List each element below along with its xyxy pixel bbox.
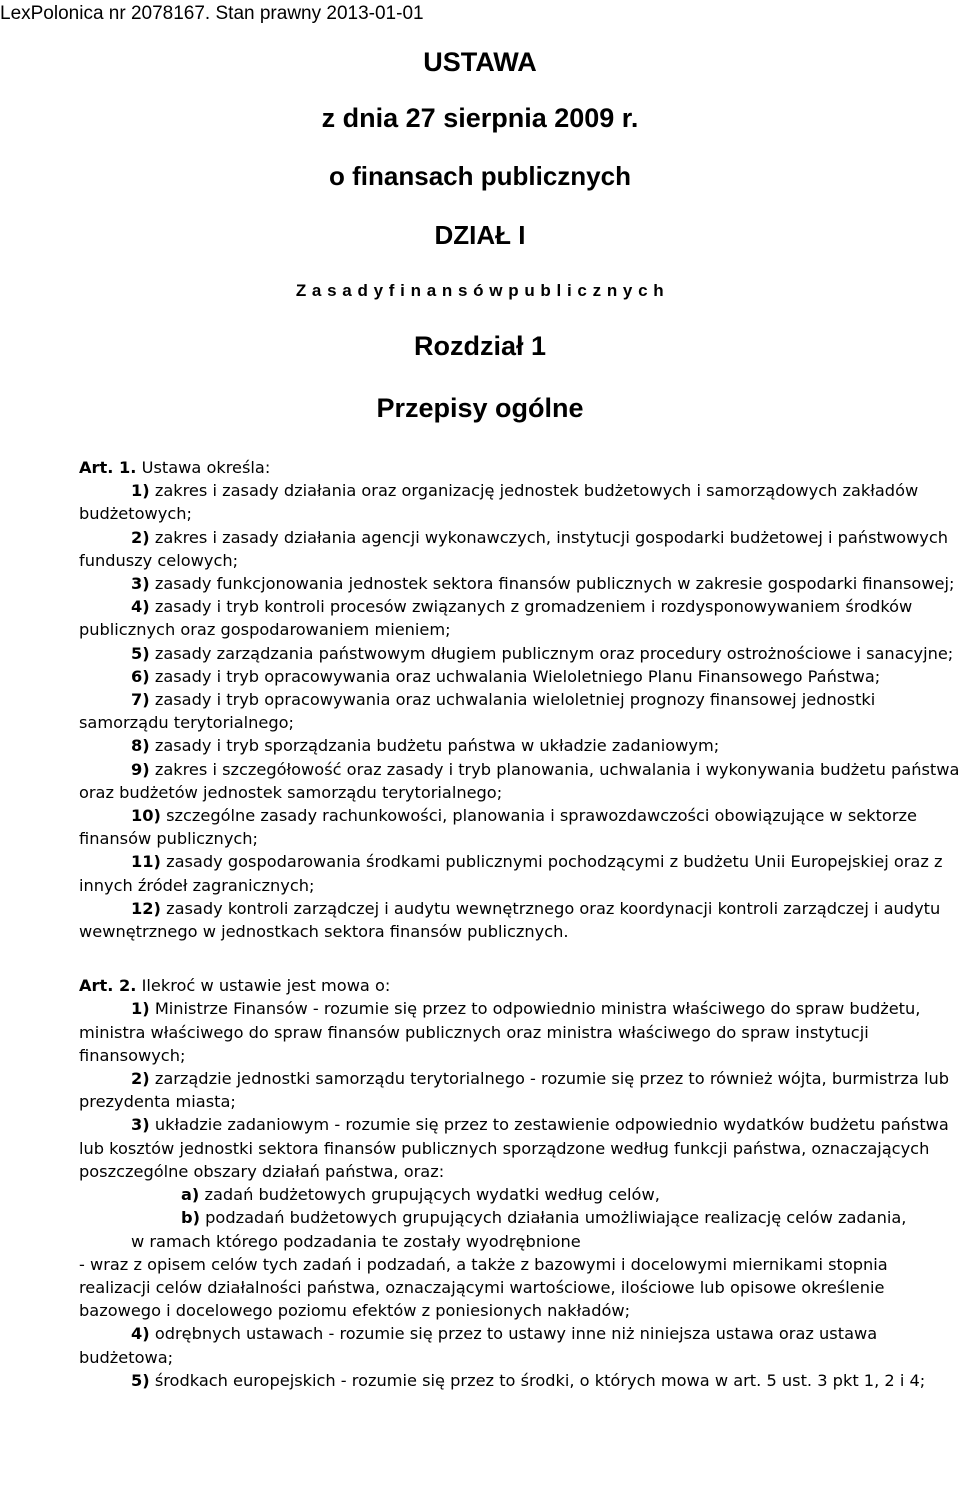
list-item: 11) zasady gospodarowania środkami publicznymi pochodzącymi z budżetu Unii Europejskiej oraz z innych źródeł zagranicznych;	[79, 852, 943, 895]
list-item: 3) zasady funkcjonowania jednostek sektora finansów publicznych w zakresie gospodarki finansowej;	[131, 574, 955, 594]
act-type-heading: USTAWA	[423, 47, 537, 77]
article-1-intro: Art. 1. Ustawa określa:	[79, 458, 271, 477]
list-item: 10) szczególne zasady rachunkowości, planowania i sprawozdawczości obowiązujące w sektorze finansów publicznych;	[79, 806, 917, 849]
list-item: 2) zarządzie jednostki samorządu terytorialnego - rozumie się przez to również wójta, burmistrza lub prezydenta miasta;	[79, 1069, 950, 1112]
list-item: 5) zasady zarządzania państwowym długiem publicznym oraz procedury ostrożnościowe i sanacyjne;	[131, 643, 954, 663]
sub-list-item: a) zadań budżetowych grupujących wydatki według celów,	[181, 1185, 660, 1205]
article-2-intro: Art. 2. Ilekroć w ustawie jest mowa o:	[79, 976, 391, 996]
list-item: 6) zasady i tryb opracowywania oraz uchwalania Wieloletniego Planu Finansowego Państwa;	[131, 666, 881, 686]
chapter-name-heading: Przepisy ogólne	[376, 393, 584, 423]
article-2-label: Art. 2.	[79, 976, 137, 996]
list-item: 3) układzie zadaniowym - rozumie się przez to zestawienie odpowiednio wydatków budżetu państwa lub kosztów jednostki sektora finansów publicznych sporządzone według funkcji państwa, oznaczających poszczególne obszary działań państwa, oraz:	[79, 1115, 949, 1181]
list-item: 1) zakres i zasady działania oraz organizację jednostek budżetowych i samorządowych zakładów budżetowych;	[79, 481, 919, 524]
source-header: LexPolonica nr 2078167. Stan prawny 2013-01-01	[0, 3, 424, 24]
chapter-heading: Rozdział 1	[413, 331, 547, 361]
closing-paragraph: - wraz z opisem celów tych zadań i podzadań, a także z bazowymi i docelowymi miernikami stopnia realizacji celów działalności państwa, oznaczającymi wartościowe, ilościowe lub opisowe określenie bazowego i docelowego poziomu efektów z poniesionych nakładów;	[79, 1254, 888, 1321]
act-subject-heading: o finansach publicznych	[329, 161, 631, 191]
article-1-label: Art. 1.	[79, 458, 137, 477]
list-item: 8) zasady i tryb sporządzania budżetu państwa w układzie zadaniowym;	[131, 736, 720, 756]
division-heading: DZIAŁ I	[434, 220, 526, 250]
division-name-heading: Z a s a d y f i n a n s ó w p u b l i c z n y c h	[295, 281, 665, 300]
list-item: 7) zasady i tryb opracowywania oraz uchwalania wieloletniej prognozy finansowej jednostki samorządu terytorialnego;	[79, 690, 876, 733]
document-body	[79, 456, 960, 1392]
list-item: 5) środkach europejskich - rozumie się przez to środki, o których mowa w art. 5 ust. 3 pkt 1, 2 i 4;	[131, 1370, 926, 1390]
list-item: 1) Ministrze Finansów - rozumie się przez to odpowiednio ministra właściwego do spraw budżetu, ministra właściwego do spraw finansów publicznych oraz ministra właściwego do spraw instytucji finansowych;	[79, 999, 921, 1065]
sub-list-item: b) podzadań budżetowych grupujących działania umożliwiające realizację celów zadania,	[181, 1208, 907, 1228]
list-item: 12) zasady kontroli zarządczej i audytu wewnętrznego oraz koordynacji kontroli zarządczej i audytu wewnętrznego w jednostkach sektora finansów publicznych.	[79, 898, 941, 942]
list-item: 9) zakres i szczegółowość oraz zasady i tryb planowania, uchwalania i wykonywania budżetu państwa oraz budżetów jednostek samorządu terytorialnego;	[79, 759, 960, 802]
list-item: 4) odrębnych ustawach - rozumie się przez to ustawy inne niż niniejsza ustawa oraz ustawa budżetowa;	[79, 1324, 878, 1367]
list-item: 4) zasady i tryb kontroli procesów związanych z gromadzeniem i rozdysponowywaniem środków publicznych oraz gospodarowaniem mieniem;	[79, 597, 913, 640]
list-item: 2) zakres i zasady działania agencji wykonawczych, instytucji gospodarki budżetowej i państwowych funduszy celowych;	[79, 527, 948, 570]
sub-list-tail: w ramach którego podzadania te zostały wyodrębnione	[131, 1231, 581, 1251]
act-date-heading: z dnia 27 sierpnia 2009 r.	[321, 103, 639, 133]
